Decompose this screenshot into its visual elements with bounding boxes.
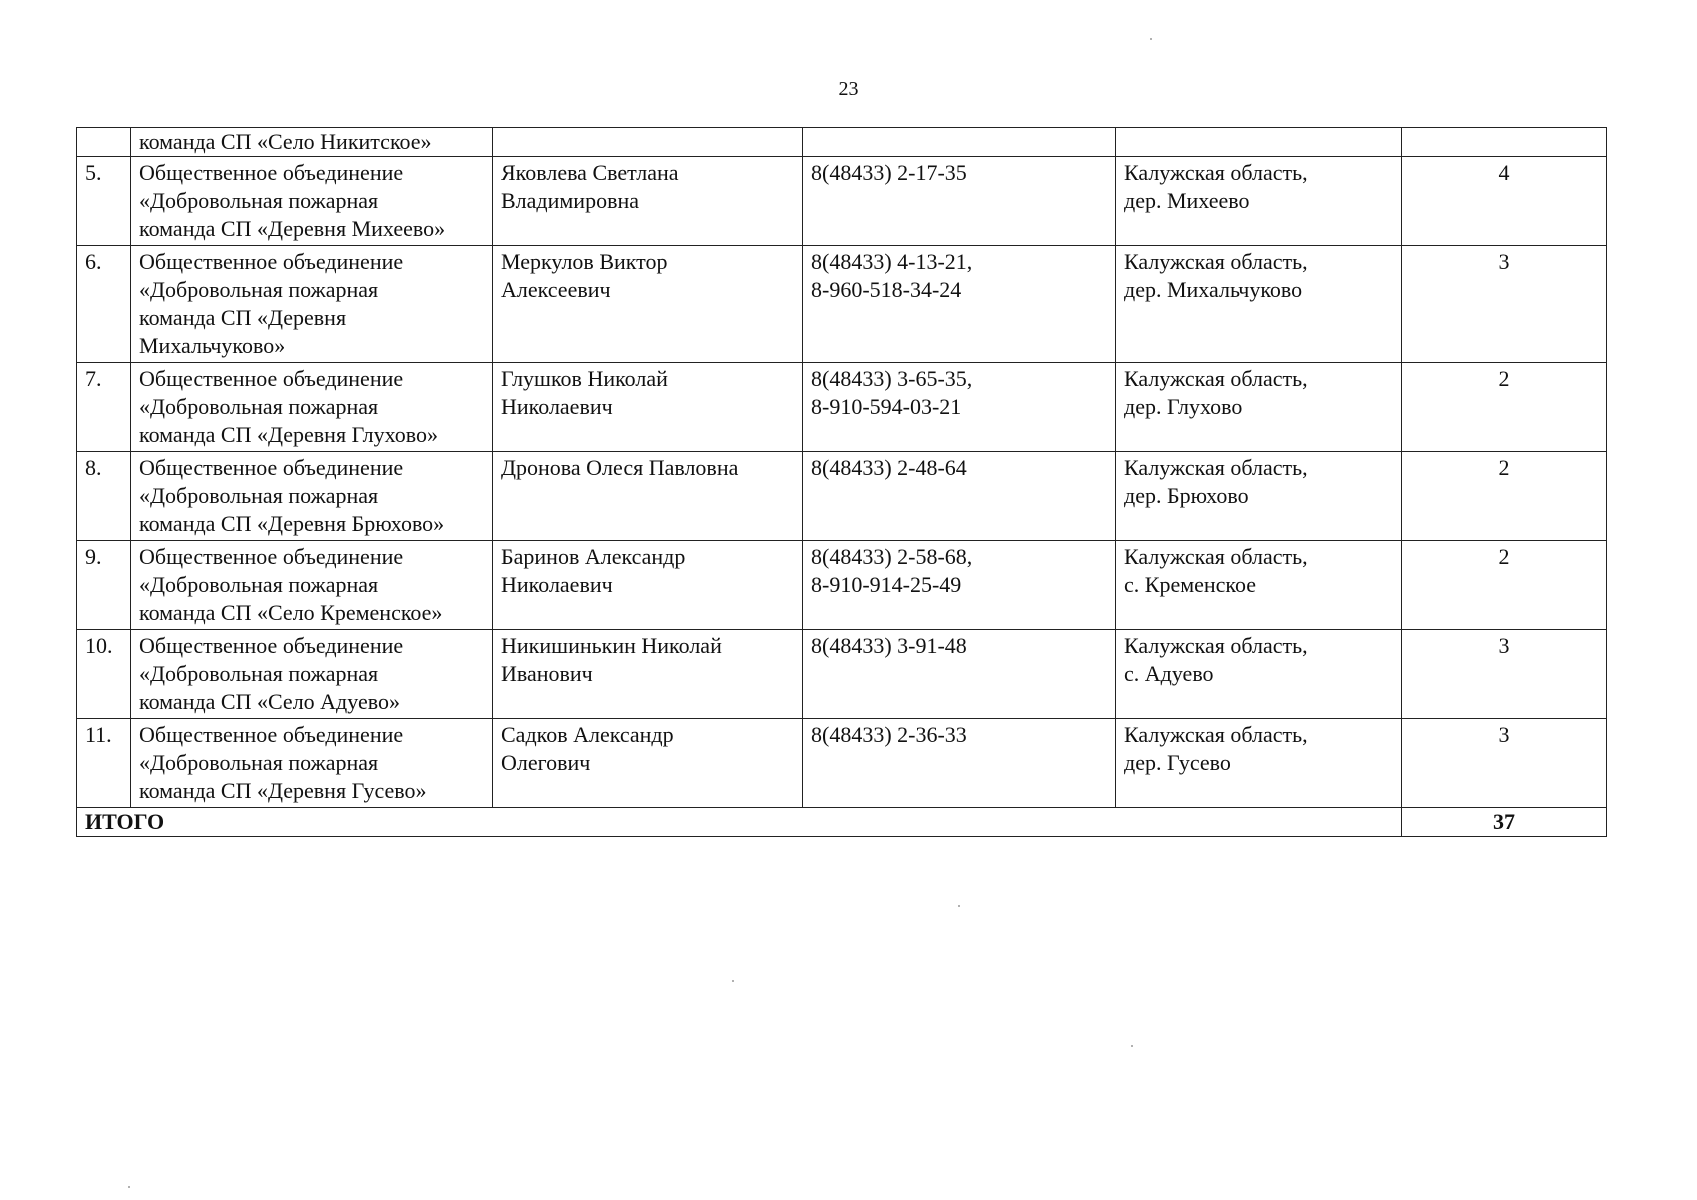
org-line: команда СП «Деревня Брюхово»	[139, 511, 445, 536]
table-row	[77, 541, 1607, 630]
address-cell	[1116, 719, 1402, 808]
count-cell: 3	[1402, 719, 1607, 808]
phone-line: 8(48433) 2-58-68,	[811, 544, 973, 569]
head-line: Меркулов Виктор	[501, 249, 668, 274]
phone-cell	[803, 541, 1116, 630]
address-cell	[1116, 157, 1402, 246]
org-line: «Добровольная пожарная	[139, 750, 379, 775]
num-cell: 6.	[77, 246, 131, 363]
head-cell	[493, 719, 803, 808]
phone-cell	[803, 157, 1116, 246]
address-line: дер. Михеево	[1124, 188, 1250, 213]
org-line: команда СП «Село Никитское»	[139, 129, 432, 154]
org-line: Общественное объединение	[139, 544, 404, 569]
continued-row	[77, 128, 1607, 157]
count-cell: 2	[1402, 541, 1607, 630]
org-cell	[131, 128, 493, 157]
address-line: дер. Глухово	[1124, 394, 1243, 419]
head-cell	[493, 452, 803, 541]
org-line: команда СП «Деревня Глухово»	[139, 422, 439, 447]
table-row	[77, 246, 1607, 363]
address-line: Калужская область,	[1124, 160, 1308, 185]
phone-cell	[803, 630, 1116, 719]
org-line: команда СП «Деревня	[139, 305, 347, 330]
num-cell: 8.	[77, 452, 131, 541]
head-line: Дронова Олеся Павловна	[501, 455, 739, 480]
head-cell	[493, 246, 803, 363]
num-cell: 7.	[77, 363, 131, 452]
phone-cell	[803, 246, 1116, 363]
address-line: с. Кременское	[1124, 572, 1257, 597]
address-line: Калужская область,	[1124, 455, 1308, 480]
table-body	[77, 128, 1607, 837]
address-line: дер. Михальчуково	[1124, 277, 1303, 302]
head-line: Баринов Александр	[501, 544, 686, 569]
head-line: Владимировна	[501, 188, 640, 213]
phone-line: 8(48433) 2-48-64	[811, 455, 967, 480]
head-cell	[493, 630, 803, 719]
org-line: «Добровольная пожарная	[139, 572, 379, 597]
head-line: Николаевич	[501, 394, 613, 419]
num-cell: 11.	[77, 719, 131, 808]
head-line: Никишинькин Николай	[501, 633, 722, 658]
address-line: с. Адуево	[1124, 661, 1214, 686]
head-cell	[493, 541, 803, 630]
org-line: команда СП «Деревня Михеево»	[139, 216, 446, 241]
head-cell	[493, 157, 803, 246]
org-line: Михальчуково»	[139, 333, 286, 358]
address-line: Калужская область,	[1124, 366, 1308, 391]
head-line: Николаевич	[501, 572, 613, 597]
table-row	[77, 630, 1607, 719]
phone-line: 8(48433) 2-17-35	[811, 160, 967, 185]
org-line: команда СП «Деревня Гусево»	[139, 778, 427, 803]
phone-line: 8(48433) 2-36-33	[811, 722, 967, 747]
count-cell: 3	[1402, 246, 1607, 363]
org-line: «Добровольная пожарная	[139, 394, 379, 419]
num-cell	[77, 128, 131, 157]
head-line: Олегович	[501, 750, 591, 775]
scan-speck	[128, 1186, 130, 1188]
scan-speck	[1131, 1045, 1133, 1047]
org-line: команда СП «Село Адуево»	[139, 689, 400, 714]
address-cell	[1116, 363, 1402, 452]
head-line: Глушков Николай	[501, 366, 668, 391]
fire-brigades-table	[76, 127, 1607, 837]
phone-cell	[803, 719, 1116, 808]
total-label: ИТОГО	[77, 808, 1402, 837]
count-cell: 4	[1402, 157, 1607, 246]
head-line: Садков Александр	[501, 722, 674, 747]
phone-line: 8(48433) 3-65-35,	[811, 366, 973, 391]
address-cell	[1116, 541, 1402, 630]
org-line: «Добровольная пожарная	[139, 277, 379, 302]
count-cell: 2	[1402, 363, 1607, 452]
address-line: Калужская область,	[1124, 544, 1308, 569]
phone-line: 8(48433) 3-91-48	[811, 633, 967, 658]
num-cell: 10.	[77, 630, 131, 719]
phone-line: 8(48433) 4-13-21,	[811, 249, 973, 274]
org-line: «Добровольная пожарная	[139, 661, 379, 686]
head-line: Яковлева Светлана	[501, 160, 679, 185]
head-line: Алексеевич	[501, 277, 611, 302]
phone-cell	[803, 363, 1116, 452]
num-cell: 5.	[77, 157, 131, 246]
org-cell	[131, 246, 493, 363]
table-row	[77, 157, 1607, 246]
org-cell	[131, 363, 493, 452]
head-line: Иванович	[501, 661, 593, 686]
table-row	[77, 363, 1607, 452]
org-line: Общественное объединение	[139, 366, 404, 391]
head-cell	[493, 363, 803, 452]
org-cell	[131, 541, 493, 630]
phone-cell	[803, 128, 1116, 157]
org-line: «Добровольная пожарная	[139, 188, 379, 213]
phone-line: 8-960-518-34-24	[811, 277, 962, 302]
table-row	[77, 452, 1607, 541]
count-cell: 2	[1402, 452, 1607, 541]
address-line: Калужская область,	[1124, 633, 1308, 658]
phone-cell	[803, 452, 1116, 541]
org-cell	[131, 719, 493, 808]
org-cell	[131, 452, 493, 541]
org-line: команда СП «Село Кременское»	[139, 600, 443, 625]
org-line: Общественное объединение	[139, 722, 404, 747]
address-cell	[1116, 246, 1402, 363]
count-cell	[1402, 128, 1607, 157]
org-line: Общественное объединение	[139, 633, 404, 658]
total-value: 37	[1402, 808, 1607, 837]
org-line: Общественное объединение	[139, 455, 404, 480]
head-cell	[493, 128, 803, 157]
phone-line: 8-910-914-25-49	[811, 572, 962, 597]
table-row	[77, 719, 1607, 808]
org-line: Общественное объединение	[139, 160, 404, 185]
address-line: дер. Брюхово	[1124, 483, 1249, 508]
num-cell: 9.	[77, 541, 131, 630]
scan-speck	[732, 980, 734, 982]
scan-speck	[1150, 38, 1152, 40]
page-number: 23	[838, 78, 859, 100]
address-line: Калужская область,	[1124, 249, 1308, 274]
address-line: Калужская область,	[1124, 722, 1308, 747]
scan-speck	[958, 905, 960, 907]
address-cell	[1116, 452, 1402, 541]
org-line: «Добровольная пожарная	[139, 483, 379, 508]
count-cell: 3	[1402, 630, 1607, 719]
org-cell	[131, 630, 493, 719]
org-line: Общественное объединение	[139, 249, 404, 274]
org-cell	[131, 157, 493, 246]
phone-line: 8-910-594-03-21	[811, 394, 962, 419]
address-cell	[1116, 630, 1402, 719]
total-row	[77, 808, 1607, 837]
address-cell	[1116, 128, 1402, 157]
address-line: дер. Гусево	[1124, 750, 1231, 775]
